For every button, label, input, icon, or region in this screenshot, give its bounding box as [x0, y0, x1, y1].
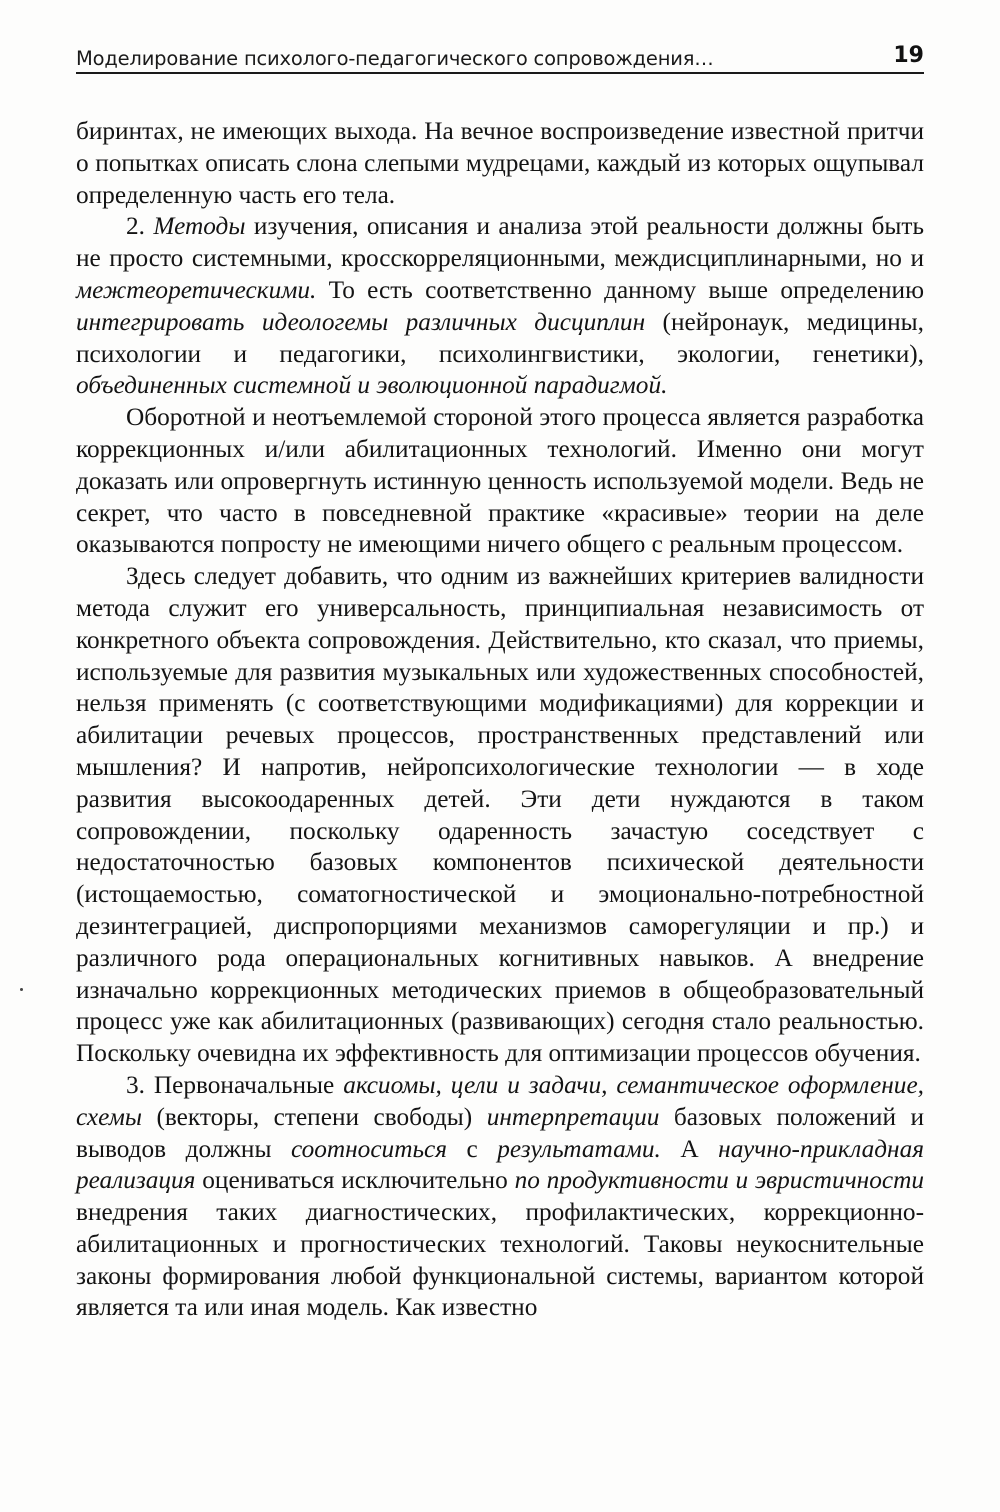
italic-run: Методы: [153, 212, 246, 241]
body-text: [76, 116, 924, 1324]
italic-run: по продуктивности и эвристичности: [514, 1166, 925, 1195]
text-run: То есть соответственно данному выше определению: [316, 275, 924, 304]
text-run: Оборотной и неотъемлемой стороной этого процесса является разработка коррекционных и/или абилитационных технологий. Именно они могут доказать или опровергнуть истинную ценность используемой модели. Ведь не секрет, что часто в повседневной практике «красивые» теории на деле оказываются попросту не имеющими ничего общего с реальным процессом.: [76, 403, 924, 559]
italic-run: результатами.: [497, 1134, 661, 1163]
running-title: Моделирование психолого-педагогического сопровождения…: [76, 47, 714, 70]
italic-run: соотноситься: [290, 1134, 447, 1163]
running-header: [76, 38, 924, 74]
text-run: (нейронаук, медицины, психологии и педагогики, психолингвистики, экологии, генетики),: [76, 307, 924, 368]
text-run: 3. Первоначальные: [126, 1070, 344, 1099]
text-run: оцениваться исключительно: [195, 1166, 515, 1195]
text-run: биринтах, не имеющих выхода. На вечное воспроизведение известной притчи о попытках описать слона слепыми мудрецами, каждый из которых ощупывал определенную часть его тела.: [76, 117, 924, 209]
text-run: с: [446, 1134, 498, 1163]
italic-run: объединенных системной и эволюционной парадигмой.: [76, 371, 668, 400]
paragraph: [76, 116, 924, 211]
italic-run: интегрировать идеологемы различных дисциплин: [76, 307, 646, 336]
text-run: А: [660, 1134, 719, 1163]
scan-speck: [20, 988, 23, 991]
text-run: 2.: [126, 212, 154, 241]
italic-run: интерпретации: [486, 1102, 660, 1131]
paragraph: [76, 561, 924, 1070]
text-run: изучения, описания и анализа этой реальности должны быть не просто системными, кросскорреляционными, междисциплинарными, но и: [76, 212, 924, 273]
text-run: базовых положений и выводов должны: [76, 1102, 924, 1163]
italic-run: межтеоретическими.: [76, 275, 317, 304]
text-run: внедрения таких диагностических, профилактических, коррекционно-абилитационных и прогностических технологий. Таковы неукоснительные законы формирования любой функциональной системы, вариантом которой является та или иная модель. Как известно: [76, 1198, 924, 1322]
paragraph: [76, 1070, 924, 1324]
italic-run: научно-прикладная реализация: [76, 1134, 924, 1195]
text-run: (векторы, степени свободы): [142, 1102, 487, 1131]
text-run: Здесь следует добавить, что одним из важнейших критериев валидности метода служит его универсальность, принципиальная независимость от конкретного объекта сопровождения. Действительно, кто сказал, что приемы, используемые для развития музыкальных или художественных способностей, нельзя применять (с соответствующими модификациями) для коррекции и абилитации речевых процессов, пространственных представлений или мышления? И напротив, нейропсихологические технологии — в ходе развития высокоодаренных детей. Эти дети нуждаются в таком сопровождении, поскольку одаренность зачастую соседствует с недостаточностью базовых компонентов психической деятельности (истощаемостью, соматогностической и эмоционально-потребностной дезинтеграцией, диспропорциями механизмов саморегуляции и пр.) и различного рода операциональных когнитивных навыков. А внедрение изначально коррекционных методических приемов в общеобразовательный процесс уже как абилитационных (развивающих) сегодня стало реальностью. Поскольку очевидна их эффективность для оптимизации процессов обучения.: [76, 562, 924, 1068]
paragraph: [76, 211, 924, 402]
page-number: 19: [893, 43, 924, 68]
paragraph: [76, 402, 924, 561]
italic-run: аксиомы, цели и задачи, семантическое оформление, схемы: [76, 1070, 924, 1131]
